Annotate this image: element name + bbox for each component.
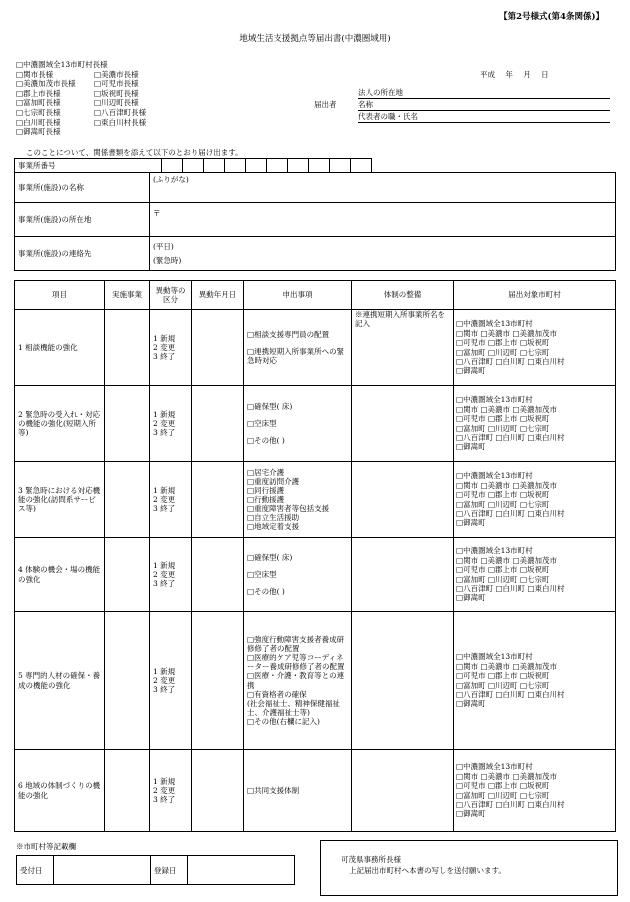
header-change: 異動等の区分 [150, 281, 192, 310]
office-number-table [14, 158, 372, 173]
month-cell[interactable] [192, 612, 244, 750]
month-cell[interactable] [192, 538, 244, 612]
table-row [15, 750, 616, 832]
town-option[interactable]: □関市 □美濃市 □美濃加茂市 [456, 771, 558, 781]
change-option[interactable]: 2 変更 [153, 569, 176, 579]
application-option[interactable]: □行動援護 [247, 494, 285, 504]
town-option[interactable]: □関市 □美濃市 □美濃加茂市 [456, 555, 558, 565]
header-system: 体制の整備 [352, 281, 454, 310]
corp-name-field[interactable]: 名称 [358, 100, 610, 111]
office-number-label: 事業所番号 [15, 159, 162, 173]
town-option[interactable]: □八百津町 □白川町 □東白川村 [456, 508, 565, 518]
weekday-label: (平日) [153, 241, 174, 251]
office-digit[interactable] [267, 159, 288, 173]
town-option[interactable]: □中濃圏域全13市町村 [456, 546, 533, 556]
impl-cell[interactable] [105, 462, 150, 538]
date-field[interactable]: 平成 年 月 日 [480, 70, 549, 79]
addressee[interactable]: □関市長様 [16, 69, 54, 79]
addressee[interactable]: □美濃市長様 [94, 69, 139, 79]
addressee[interactable]: □郡上市長様 [16, 88, 61, 98]
town-option[interactable]: □関市 □美濃市 □美濃加茂市 [456, 661, 558, 671]
town-option[interactable]: □御嵩町 [456, 366, 486, 376]
change-option[interactable]: 3 終了 [153, 579, 176, 589]
town-option[interactable]: □富加町 □川辺町 □七宗町 [456, 499, 550, 509]
application-cell [244, 538, 352, 612]
town-option[interactable]: □富加町 □川辺町 □七宗町 [456, 574, 550, 584]
town-option[interactable]: □可児市 □郡上市 □坂祝町 [456, 671, 550, 681]
addressee[interactable]: □七宗町長様 [16, 107, 61, 117]
addressee[interactable]: □美濃加茂市長様 [16, 79, 76, 89]
application-option[interactable]: □連携短期入所事業所への緊急時対応 [247, 346, 345, 366]
town-option[interactable]: □御嵩町 [456, 518, 486, 528]
office-digit[interactable] [204, 159, 225, 173]
town-option[interactable]: □中濃圏域全13市町村 [456, 762, 533, 772]
application-option[interactable]: □強度行動障害支援者養成研修修了者の配置 [247, 634, 345, 653]
town-option[interactable]: □御嵩町 [456, 809, 486, 819]
application-cell [244, 750, 352, 832]
town-option[interactable]: □可児市 □郡上市 □坂祝町 [456, 781, 550, 791]
impl-cell[interactable] [105, 310, 150, 386]
application-option[interactable]: □自立生活援助 [247, 513, 300, 523]
town-option[interactable]: □富加町 □川辺町 □七宗町 [456, 347, 550, 357]
impl-cell[interactable] [105, 612, 150, 750]
system-cell[interactable] [352, 462, 454, 538]
send-request-box [320, 840, 618, 896]
change-cell[interactable] [150, 386, 192, 462]
change-option[interactable]: 3 終了 [153, 685, 176, 695]
office-digit[interactable] [183, 159, 204, 173]
change-option[interactable]: 1 新規 [153, 560, 176, 570]
office-digit[interactable] [246, 159, 267, 173]
emergency-label: (緊急時) [153, 256, 182, 265]
row-item: 6 地域の体制づくりの機能の強化 [15, 750, 105, 832]
system-cell[interactable] [352, 612, 454, 750]
addressee[interactable]: □可児市長様 [94, 79, 139, 89]
system-note: ※連携短期入所事業所名を記入 [355, 310, 445, 329]
addressee[interactable]: □富加町長様 [16, 98, 61, 108]
facility-contact-label: 事業所(施設)の連絡先 [15, 237, 150, 271]
system-cell[interactable] [352, 386, 454, 462]
town-option[interactable]: □可児市 □郡上市 □坂祝町 [456, 490, 550, 500]
town-option[interactable]: □可児市 □郡上市 □坂祝町 [456, 338, 550, 348]
registered-date-field[interactable] [188, 856, 295, 885]
corp-address-field[interactable]: 法人の所在地 [358, 88, 610, 99]
row-item: 1 相談機能の強化 [15, 310, 105, 386]
addressee[interactable]: □御嵩町長様 [16, 127, 61, 137]
change-option[interactable]: 2 変更 [153, 418, 176, 428]
town-option[interactable]: □富加町 □川辺町 □七宗町 [456, 680, 550, 690]
change-cell[interactable] [150, 538, 192, 612]
impl-cell[interactable] [105, 386, 150, 462]
town-option[interactable]: □富加町 □川辺町 □七宗町 [456, 423, 550, 433]
addressee-all[interactable]: □中濃圏域全13市町村長様 [16, 60, 108, 69]
office-digit[interactable] [162, 159, 183, 173]
form-number: 【第2号様式(第4条関係)】 [499, 12, 604, 22]
intro-text: このことについて、関係書類を添えて以下のとおり届け出ます。 [26, 148, 243, 157]
target-towns-cell [454, 612, 616, 750]
application-option[interactable]: □その他( ) [247, 587, 285, 597]
change-option[interactable]: 3 終了 [153, 504, 176, 514]
town-option[interactable]: □可児市 □郡上市 □坂祝町 [456, 565, 550, 575]
row-item: 5 専門的人材の確保・養成の機能の強化 [15, 612, 105, 750]
town-option[interactable]: □中濃圏域全13市町村 [456, 319, 533, 329]
send-addressee: 可茂県事務所長様 [341, 855, 401, 864]
town-option[interactable]: □中濃圏域全13市町村 [456, 471, 533, 481]
change-cell[interactable] [150, 462, 192, 538]
town-option[interactable]: □関市 □美濃市 □美濃加茂市 [456, 404, 558, 414]
town-option[interactable]: □中濃圏域全13市町村 [456, 395, 533, 405]
application-option[interactable]: □空床型 [247, 418, 277, 428]
office-digit[interactable] [351, 159, 372, 173]
application-option[interactable]: □医療・介護・教育等との連携 [247, 671, 345, 690]
application-option[interactable]: □確保型( 床) [247, 552, 293, 562]
facility-name-label: 事業所(施設)の名称 [15, 173, 150, 203]
row-item: 4 体験の機会・場の機能の強化 [15, 538, 105, 612]
municipal-stamp-area [16, 842, 295, 885]
send-request-text: 上記届出市町村へ本書の写しを送付願います。 [349, 866, 506, 875]
addressee[interactable]: □白川町長様 [16, 117, 61, 127]
change-option[interactable]: 3 終了 [153, 428, 176, 438]
facility-name-field[interactable] [150, 173, 616, 203]
application-option[interactable]: □地域定着支援 [247, 522, 300, 532]
application-option[interactable]: □その他( ) [247, 436, 285, 446]
addressee[interactable]: □川辺町長様 [94, 98, 139, 108]
facility-contact-field[interactable] [150, 237, 616, 271]
header-target: 届出対象市町村 [454, 281, 616, 310]
change-option[interactable]: 2 変更 [153, 342, 176, 352]
application-cell [244, 386, 352, 462]
change-option[interactable]: 1 新規 [153, 776, 176, 786]
system-cell[interactable] [352, 538, 454, 612]
system-cell[interactable] [352, 750, 454, 832]
town-option[interactable]: □八百津町 □白川町 □東白川村 [456, 432, 565, 442]
application-option[interactable]: (社会福祉士、精神保健福祉士、介護福祉士等) [247, 698, 340, 717]
row-item: 3 緊急時における対応機能の強化(訪問系サービス等) [15, 462, 105, 538]
stamp-title: ※市町村等記載欄 [16, 842, 76, 851]
town-option[interactable]: □八百津町 □白川町 □東白川村 [456, 583, 565, 593]
application-option[interactable]: □共同支援体制 [247, 785, 300, 795]
month-cell[interactable] [192, 310, 244, 386]
addressee[interactable]: □東白川村長様 [94, 117, 147, 127]
header-month: 異動年月日 [192, 281, 244, 310]
change-cell[interactable] [150, 612, 192, 750]
month-cell[interactable] [192, 386, 244, 462]
header-item: 項目 [15, 281, 105, 310]
application-cell [244, 310, 352, 386]
application-option[interactable]: □相談支援専門員の配置 [247, 329, 330, 339]
application-cell [244, 612, 352, 750]
change-option[interactable]: 1 新規 [153, 485, 176, 495]
addressee[interactable]: □坂祝町長様 [94, 88, 139, 98]
change-option[interactable]: 1 新規 [153, 666, 176, 676]
application-option[interactable]: □居宅介護 [247, 467, 285, 477]
target-towns-cell [454, 538, 616, 612]
table-row [15, 386, 616, 462]
application-option[interactable]: □同行援護 [247, 485, 285, 495]
postal-mark: 〒 [153, 209, 161, 218]
application-option[interactable]: □有資格者の確保 [247, 689, 307, 699]
target-towns-cell [454, 310, 616, 386]
town-option[interactable]: □八百津町 □白川町 □東白川村 [456, 799, 565, 809]
function-table [14, 280, 616, 832]
town-option[interactable]: □御嵩町 [456, 699, 486, 709]
office-digit[interactable] [225, 159, 246, 173]
month-cell[interactable] [192, 462, 244, 538]
month-cell[interactable] [192, 750, 244, 832]
town-option[interactable]: □御嵩町 [456, 442, 486, 452]
change-cell[interactable] [150, 310, 192, 386]
town-option[interactable]: □可児市 □郡上市 □坂祝町 [456, 414, 550, 424]
form-title: 地域生活支援拠点等届出書(中濃圏域用) [239, 34, 391, 44]
office-digit[interactable] [288, 159, 309, 173]
town-option[interactable]: □関市 □美濃市 □美濃加茂市 [456, 328, 558, 338]
notifier-label: 届出者 [314, 100, 337, 109]
furigana-label: (ふりがな) [153, 175, 189, 184]
table-row [15, 310, 616, 386]
town-option[interactable]: □富加町 □川辺町 □七宗町 [456, 790, 550, 800]
office-digit[interactable] [330, 159, 351, 173]
received-date-field[interactable] [54, 856, 151, 885]
town-option[interactable]: □御嵩町 [456, 593, 486, 603]
application-cell [244, 462, 352, 538]
representative-field[interactable]: 代表者の職・氏名 [358, 112, 610, 123]
addressee[interactable]: □八百津町長様 [94, 107, 147, 117]
change-option[interactable]: 2 変更 [153, 675, 176, 685]
facility-address-label: 事業所(施設)の所在地 [15, 203, 150, 237]
change-option[interactable]: 3 終了 [153, 795, 176, 805]
row-item: 2 緊急時の受入れ・対応の機能の強化(短期入所等) [15, 386, 105, 462]
application-option[interactable]: □重度訪問介護 [247, 476, 300, 486]
town-option[interactable]: □八百津町 □白川町 □東白川村 [456, 689, 565, 699]
system-cell[interactable] [352, 310, 454, 386]
application-option[interactable]: □空床型 [247, 569, 277, 579]
table-row [15, 538, 616, 612]
change-option[interactable]: 1 新規 [153, 409, 176, 419]
table-row [15, 462, 616, 538]
application-option[interactable]: □重度障害者等包括支援 [247, 504, 330, 514]
header-impl: 実施事業 [105, 281, 150, 310]
facility-info-table [14, 172, 616, 271]
office-digit[interactable] [309, 159, 330, 173]
town-option[interactable]: □八百津町 □白川町 □東白川村 [456, 356, 565, 366]
impl-cell[interactable] [105, 750, 150, 832]
change-option[interactable]: 3 終了 [153, 352, 176, 362]
town-option[interactable]: □関市 □美濃市 □美濃加茂市 [456, 480, 558, 490]
target-towns-cell [454, 750, 616, 832]
town-option[interactable]: □中濃圏域全13市町村 [456, 652, 533, 662]
target-towns-cell [454, 462, 616, 538]
facility-address-field[interactable] [150, 203, 616, 237]
change-option[interactable]: 2 変更 [153, 494, 176, 504]
header-application: 申出事項 [244, 281, 352, 310]
application-option[interactable]: □医療的ケア児等コーディネーター養成研修修了者の配置 [247, 653, 345, 672]
change-cell[interactable] [150, 750, 192, 832]
registered-label: 登録日 [151, 856, 188, 885]
application-option[interactable]: □確保型( 床) [247, 401, 293, 411]
received-label: 受付日 [17, 856, 54, 885]
application-option[interactable]: □その他(右欄に記入) [247, 717, 320, 727]
table-row [15, 612, 616, 750]
impl-cell[interactable] [105, 538, 150, 612]
addressee-list [16, 60, 147, 137]
change-option[interactable]: 1 新規 [153, 333, 176, 343]
change-option[interactable]: 2 変更 [153, 785, 176, 795]
target-towns-cell [454, 386, 616, 462]
